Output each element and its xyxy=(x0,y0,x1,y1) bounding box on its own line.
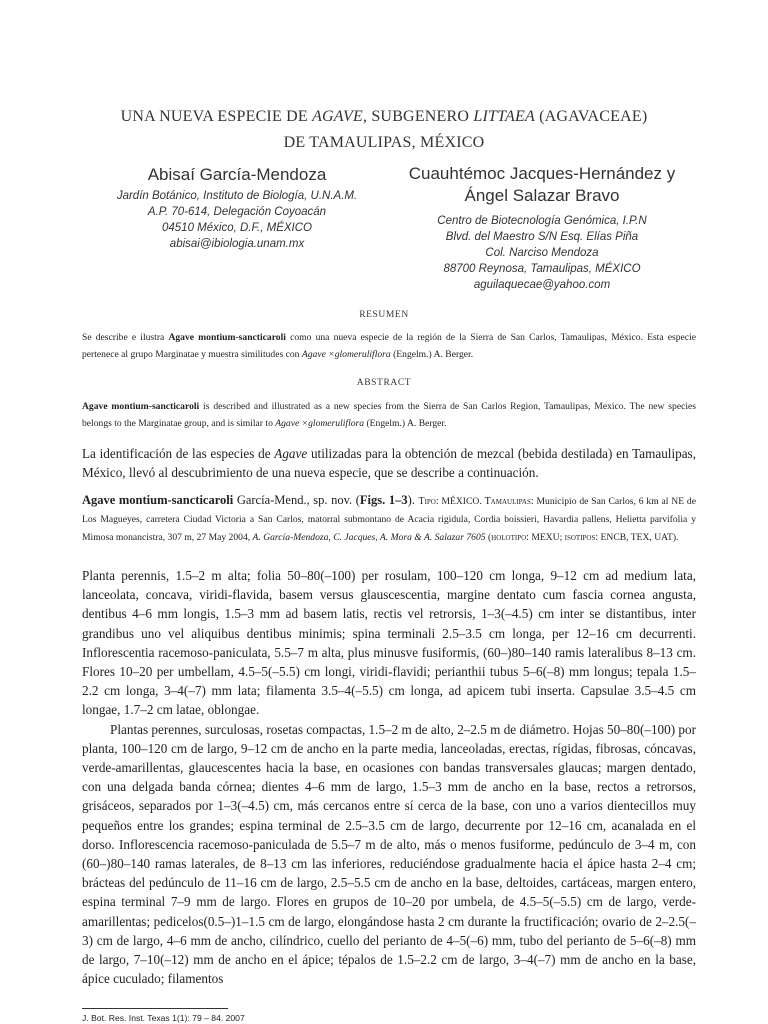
article-title xyxy=(0,104,768,156)
species-description: Agave montium-sancticaroli García-Mend., sp. nov. (Figs. 1–3). Tipo: MÉXICO. Tamaulipas: Municipio de San Carlos, 6 km al NE de Los Magueyes, carretera Ciudad Victoria a San Carlos, matorral submontano de Acacia rigidula, Cordia boissieri, Havardia pallens, Helietta parvifolia y Mimosa monancistra, 307 m, 27 May 2004, A. García-Mendoza, C. Jacques, A. Mora & A. Salazar 7605 (holotipo: MEXU; isotipos: ENCB, TEX, UAT). xyxy=(82,493,696,543)
journal-citation: J. Bot. Res. Inst. Texas 1(1): 79 – 84. 2007 xyxy=(82,1013,245,1023)
latin-diagnosis: Planta perennis, 1.5–2 m alta; folia 50–80(–100) per rosulam, 100–120 cm longa, 9–12 cm ad medium lata, lanceolata, concava, viridi-flavida, basem versus glauscescentia, margine dentato cum fascia cornea angusta, dentibus 4–6 mm longis, 1.5–3 mm ad basem latis, rectis vel retrorsis, 1–3(–4.5) cm inter se distantibus, inter grandibus uno vel aliquibus dentibus minimis; spina terminali 2.5–3.5 cm longa, per 12–16 cm decurrenti. Inflorescentia racemoso-paniculata, 5.5–7 m alta, plus minusve fusiformis, (60–)80–140 ramis lateralibus 8–13 cm. Flores 10–20 per umbellam, 4.5–5(–5.5) cm longi, viridi-flavidi; perianthii tubus 5–6(–8) mm longus; tepala 1.5–2.2 cm longa, 3–4(–7) mm lata; filamenta 3.5–4(–5.5) cm longa, ad apicem tubi inserta. Capsulae 3.5–4.5 cm longae, 1.7–2 cm latae, oblongae. xyxy=(82,568,696,718)
resumen-heading: RESUMEN xyxy=(359,310,409,320)
author-block-left xyxy=(112,164,362,252)
author-affiliation: Centro de Biotecnología Genómica, I.P.N Blvd. del Maestro S/N Esq. Elías Piña Col. Narciso Mendoza 88700 Reynosa, Tamaulipas, MÉXICO aguilaquecae@yahoo.com xyxy=(398,213,686,293)
species-name: Agave montium-sancticaroli xyxy=(82,493,234,507)
title-line-1: UNA NUEVA ESPECIE DE AGAVE, SUBGENERO LITTAEA (AGAVACEAE) xyxy=(120,108,648,125)
author-email: aguilaquecae@yahoo.com xyxy=(473,279,611,291)
abstract-heading: ABSTRACT xyxy=(356,378,412,388)
author-name: Abisaí García-Mendoza xyxy=(147,165,327,184)
intro-paragraph: La identificación de las especies de Agave utilizadas para la obtención de mezcal (bebida destilada) en Tamaulipas, México, llevó al descubrimiento de una nueva especie, que se describe a continuación. xyxy=(82,446,696,480)
author-block-right xyxy=(398,163,686,293)
abstract-text: Agave montium-sancticaroli is described and illustrated as a new species from the Sierra de San Carlos Region, Tamaulipas, Mexico. The new species belongs to the Marginatae group, and is similar to Agave ×glomeruliflora (Engelm.) A. Berger. xyxy=(82,401,697,429)
body-text xyxy=(82,566,696,988)
collectors: A. García-Mendoza, C. Jacques, A. Mora & A. Salazar 7605 xyxy=(252,532,486,543)
title-line-2: DE TAMAULIPAS, MÉXICO xyxy=(283,134,485,151)
figure-reference: Figs. 1–3 xyxy=(359,493,408,507)
author-name: Cuauhtémoc Jacques-Hernández y Ángel Salazar Bravo xyxy=(408,164,676,205)
footer-rule xyxy=(82,1008,228,1009)
resumen-text: Se describe e ilustra Agave montium-sancticaroli como una nueva especie de la región de la Sierra de San Carlos, Tamaulipas, México. Esta especie pertenece al grupo Marginatae y muestra similitudes con Agave ×glomeruliflora (Engelm.) A. Berger. xyxy=(82,332,696,360)
spanish-description: Plantas perennes, surculosas, rosetas compactas, 1.5–2 m de alto, 2–2.5 m de diámetro. Hojas 50–80(–100) por planta, 100–120 cm de largo, 9–12 cm de ancho en la parte media, lanceoladas, erectas, rígidas, fibrosas, cóncavas, verde-amarillentas, glaucescentes hacia la base, en ocasiones con bandas transversales glaucas; margen dentado, con una delgada banda córnea; dientes 4–6 mm de largo, 1.5–3 mm de ancho en la base, rectos a retrorsos, grisáceos, separados por 1–3(–4.5) cm, más cercanos entre sí cerca de la base, con uno a varios dientecillos muy pequeños entre los grandes; espina terminal de 2.5–3.5 cm de largo, decurrente por 12–16 cm, acanalada en el dorso. Inflorescencia racemoso-paniculada de 5.5–7 m de alto, más o menos fusiforme, pedúnculo de 3–4 m, con (60–)80–140 ramas laterales, de 8–13 cm las inferiores, reduciéndose gradualmente hacia el ápice hasta 2–4 cm; brácteas del pedúnculo de 11–16 cm de largo, 2.5–5.5 cm de ancho en la base, deltoides, cartáceas, margen entero, espina terminal 7–9 mm de largo. Flores en grupos de 10–20 por umbela, de 4.5–5(–5.5) cm de largo, verde-amarillentas; pedicelos(0.5–)1–1.5 cm de largo, elongándose hasta 2 cm durante la fructificación; ovario de 2–2.5(–3) cm de largo, 4–6 mm de ancho, cilíndrico, cuello del perianto de 4–5(–6) mm, tubo del perianto de 5–6(–8) mm de largo, 7–10(–12) mm de ancho en el ápice; tépalos de 1.5–2.2 cm de largo, 3–4(–7) mm de ancho en la base, ápice cuculado; filamentos xyxy=(82,721,696,987)
author-email: abisai@ibiologia.unam.mx xyxy=(169,238,305,250)
author-affiliation: Jardín Botánico, Instituto de Biología, U.N.A.M. A.P. 70-614, Delegación Coyoacán 04510 México, D.F., MÉXICO abisai@ibiologia.unam.mx xyxy=(112,188,362,252)
